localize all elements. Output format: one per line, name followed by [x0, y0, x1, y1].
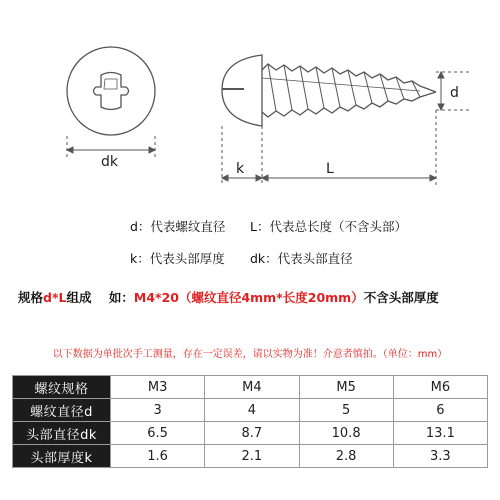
dk-label: dk	[101, 154, 118, 170]
table-cell: M4	[205, 376, 299, 399]
measurement-notice: 以下数据为单批次手工测量，存在一定误差，请以实物为准！介意者慎拍。（单位：mm）	[52, 349, 448, 360]
screw-head-top-view	[67, 47, 155, 135]
table-row	[13, 422, 488, 445]
table-row	[13, 399, 488, 422]
table-cell: 1.6	[111, 445, 205, 468]
screw-diagram	[0, 0, 500, 210]
legend-d: d：代表螺纹直径	[130, 219, 226, 234]
spec-line	[18, 288, 439, 306]
table-cell: 10.8	[299, 422, 393, 445]
table-header-row	[13, 376, 488, 399]
legend-L: L：代表总长度（不含头部）	[250, 219, 407, 234]
legend-dk: dk：代表头部直径	[250, 251, 353, 266]
d-label: d	[450, 85, 459, 101]
table-cell: M6	[393, 376, 487, 399]
spec-prefix: 规格	[18, 290, 44, 305]
legend-k: k：代表头部厚度	[130, 251, 225, 266]
table-cell: 3.3	[393, 445, 487, 468]
spec-middle: 组成 如：	[66, 290, 134, 305]
table-cell: 2.1	[205, 445, 299, 468]
spec-example: M4*20（螺纹直径4mm*长度20mm）	[133, 290, 364, 305]
table-cell: 4	[205, 399, 299, 422]
spec-formula: d*L	[43, 290, 67, 305]
table-row	[13, 445, 488, 468]
spec-suffix: 不含头部厚度	[363, 290, 439, 305]
table-cell: 6.5	[111, 422, 205, 445]
row-label: 螺纹规格	[13, 376, 111, 399]
screw-side-view	[222, 55, 436, 126]
L-label: L	[326, 161, 334, 177]
table-cell: 5	[299, 399, 393, 422]
table-cell: 3	[111, 399, 205, 422]
row-label: 头部直径dk	[13, 422, 111, 445]
table-cell: 2.8	[299, 445, 393, 468]
k-label: k	[236, 161, 245, 177]
table-cell: 13.1	[393, 422, 487, 445]
table-cell: M3	[111, 376, 205, 399]
row-label: 螺纹直径d	[13, 399, 111, 422]
table-cell: 8.7	[205, 422, 299, 445]
table-cell: M5	[299, 376, 393, 399]
spec-table	[12, 375, 488, 468]
table-cell: 6	[393, 399, 487, 422]
row-label: 头部厚度k	[13, 445, 111, 468]
